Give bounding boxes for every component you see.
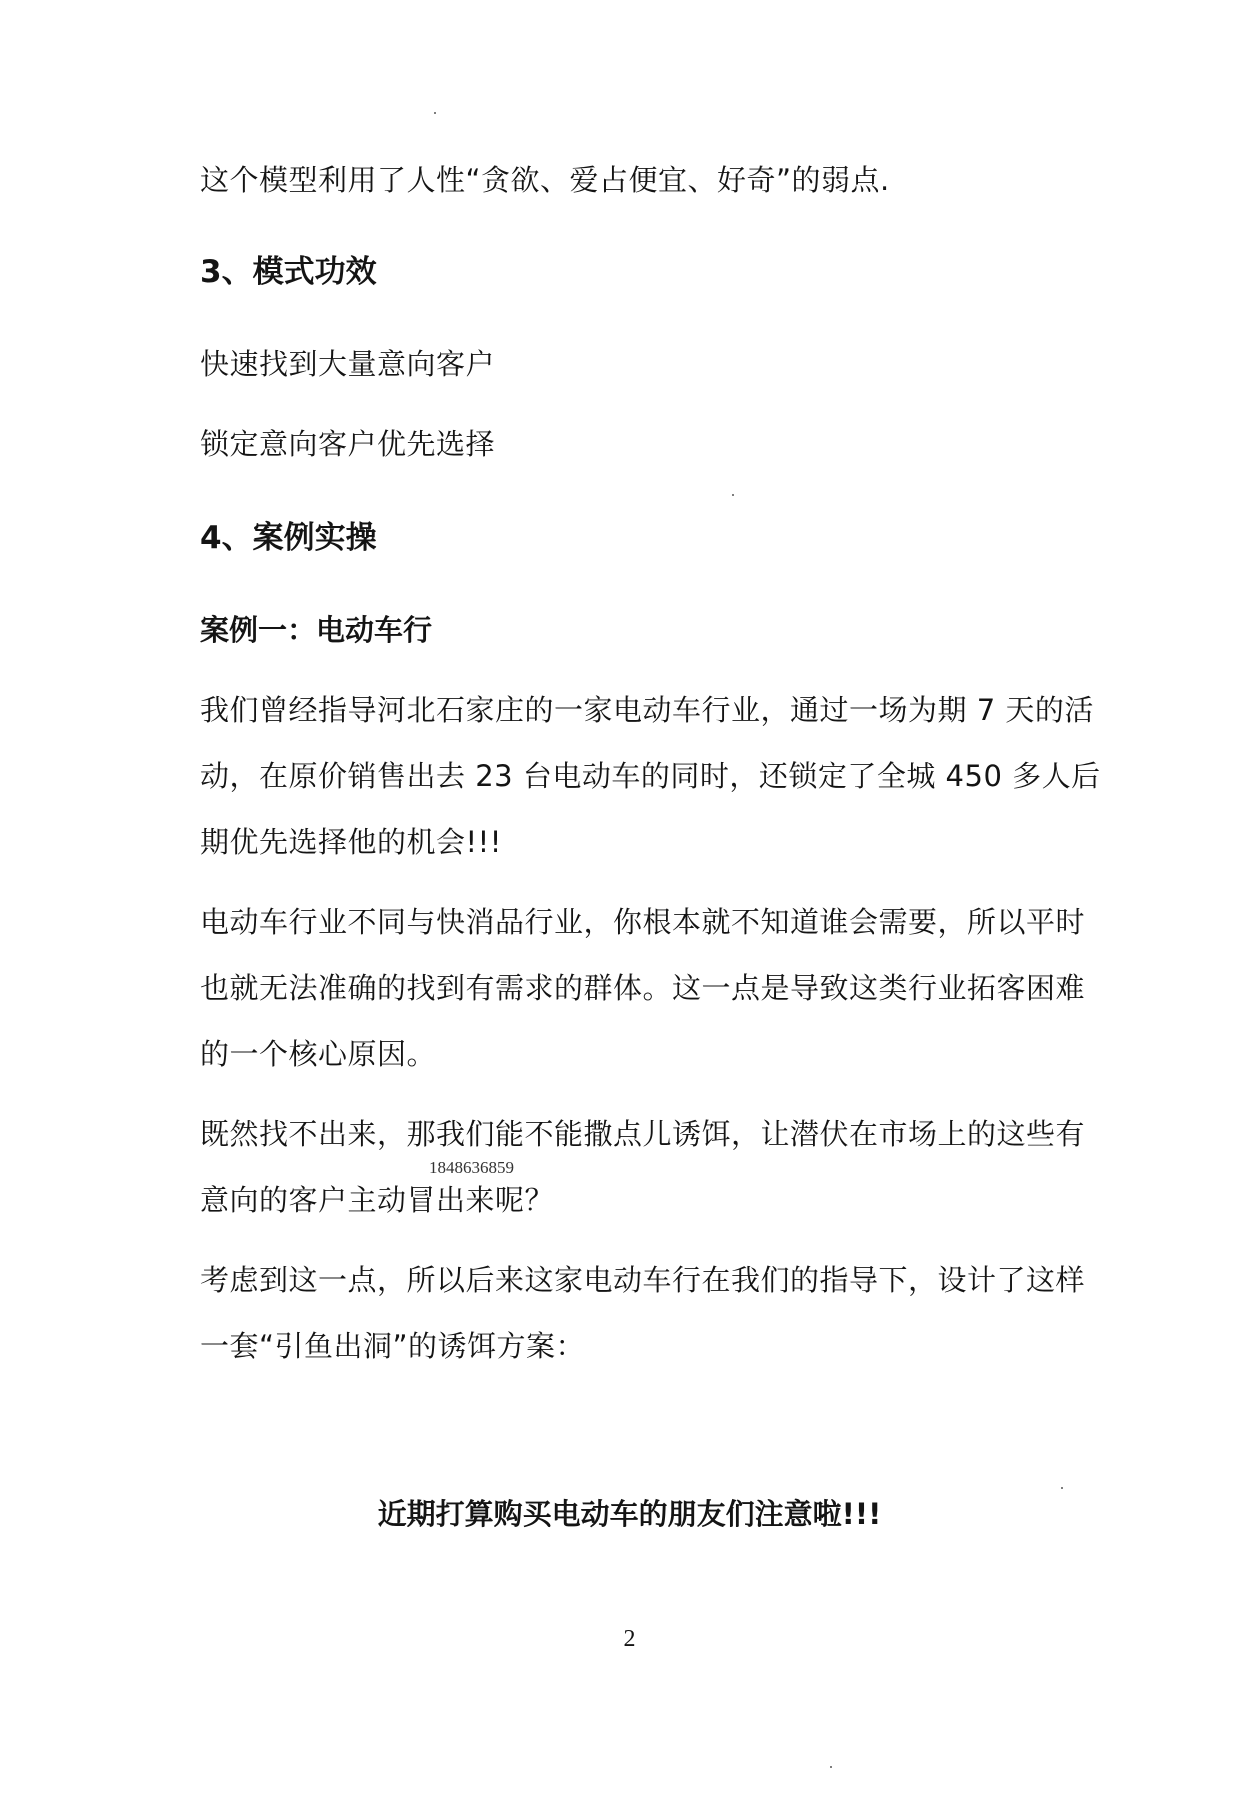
case-title: 案例一：电动车行 bbox=[200, 613, 433, 647]
bait-paragraph-line: 意向的客户主动冒出来呢？ bbox=[200, 1183, 555, 1217]
problem-paragraph-line: 的一个核心原因。 bbox=[200, 1037, 437, 1071]
case-paragraph-line: 动，在原价销售出去 23 台电动车的同时，还锁定了全城 450 多人后 bbox=[200, 759, 1101, 793]
section-heading-3: 3、模式功效 bbox=[200, 254, 377, 290]
case-paragraph-line: 我们曾经指导河北石家庄的一家电动车行业，通过一场为期 7 天的活 bbox=[200, 693, 1094, 727]
intro-paragraph: 这个模型利用了人性“贪欲、爱占便宜、好奇”的弱点. bbox=[200, 163, 890, 197]
bait-paragraph-line: 既然找不出来，那我们能不能撒点儿诱饵，让潜伏在市场上的这些有 bbox=[200, 1117, 1086, 1151]
problem-paragraph-line: 也就无法准确的找到有需求的群体。这一点是导致这类行业拓客困难 bbox=[200, 971, 1086, 1005]
plan-paragraph-line: 考虑到这一点，所以后来这家电动车行在我们的指导下，设计了这样 bbox=[200, 1263, 1086, 1297]
plan-paragraph-line: 一套“引鱼出洞”的诱饵方案： bbox=[200, 1329, 586, 1363]
scan-speck bbox=[1061, 1487, 1063, 1489]
page-number: 2 bbox=[623, 1626, 636, 1652]
case-paragraph-line: 期优先选择他的机会!!! bbox=[200, 825, 502, 859]
problem-paragraph-line: 电动车行业不同与快消品行业，你根本就不知道谁会需要，所以平时 bbox=[200, 905, 1086, 939]
scan-speck bbox=[830, 1766, 832, 1768]
scan-speck bbox=[434, 112, 436, 114]
section-heading-4: 4、案例实操 bbox=[200, 520, 377, 556]
announcement-heading: 近期打算购买电动车的朋友们注意啦!!! bbox=[377, 1497, 882, 1531]
scan-speck bbox=[732, 494, 734, 496]
watermark-number: 1848636859 bbox=[429, 1158, 514, 1177]
effect-item-1: 快速找到大量意向客户 bbox=[200, 347, 496, 381]
effect-item-2: 锁定意向客户优先选择 bbox=[200, 427, 496, 461]
